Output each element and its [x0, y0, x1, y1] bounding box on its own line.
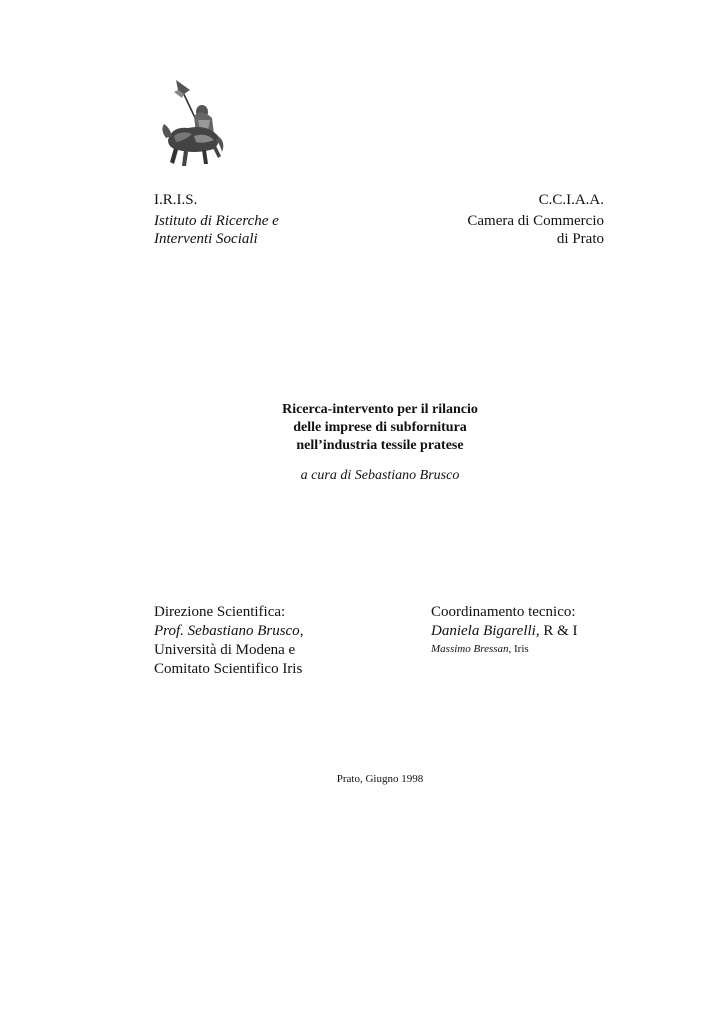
document-title	[0, 401, 725, 455]
coordinator2-suffix: , Iris	[508, 643, 529, 655]
scientific-direction-line3: Comitato Scientifico Iris	[154, 661, 303, 677]
title-line3: nell’industria tessile pratese	[296, 438, 464, 453]
cciaa-organization	[467, 191, 604, 248]
cciaa-name-line1: Camera di Commercio	[467, 213, 604, 229]
technical-coordination-block	[431, 603, 578, 657]
scientific-direction-line2: Università di Modena e	[154, 642, 296, 658]
iris-name-line1: Istituto di Ricerche e	[154, 213, 279, 229]
scientific-director-name: Prof. Sebastiano Brusco	[154, 623, 300, 639]
curator-line: a cura di Sebastiano Brusco	[300, 468, 460, 483]
scientific-director-line	[154, 622, 303, 641]
cciaa-abbreviation: C.C.I.A.A.	[538, 192, 604, 208]
iris-abbreviation: I.R.I.S.	[154, 192, 198, 208]
coordinator1-line	[431, 622, 578, 641]
scientific-direction-heading: Direzione Scientifica:	[154, 604, 286, 620]
iris-organization	[154, 191, 279, 248]
coordinator2-line	[431, 641, 578, 657]
cciaa-name-line2: di Prato	[556, 231, 604, 247]
technical-coordination-heading: Coordinamento tecnico:	[431, 604, 576, 620]
title-line2: delle imprese di subfornitura	[293, 420, 467, 435]
place-and-date: Prato, Giugno 1998	[336, 773, 424, 785]
coordinator1-suffix: , R & I	[535, 623, 578, 639]
scientific-director-suffix: ,	[299, 623, 304, 639]
coordinator1-name: Daniela Bigarelli	[431, 623, 536, 639]
knight-logo-icon	[158, 78, 226, 172]
iris-name-line2: Interventi Sociali	[154, 231, 258, 247]
title-line1: Ricerca-intervento per il rilancio	[282, 402, 478, 417]
scientific-direction-block	[154, 603, 303, 679]
coordinator2-name: Massimo Bressan	[431, 643, 509, 655]
